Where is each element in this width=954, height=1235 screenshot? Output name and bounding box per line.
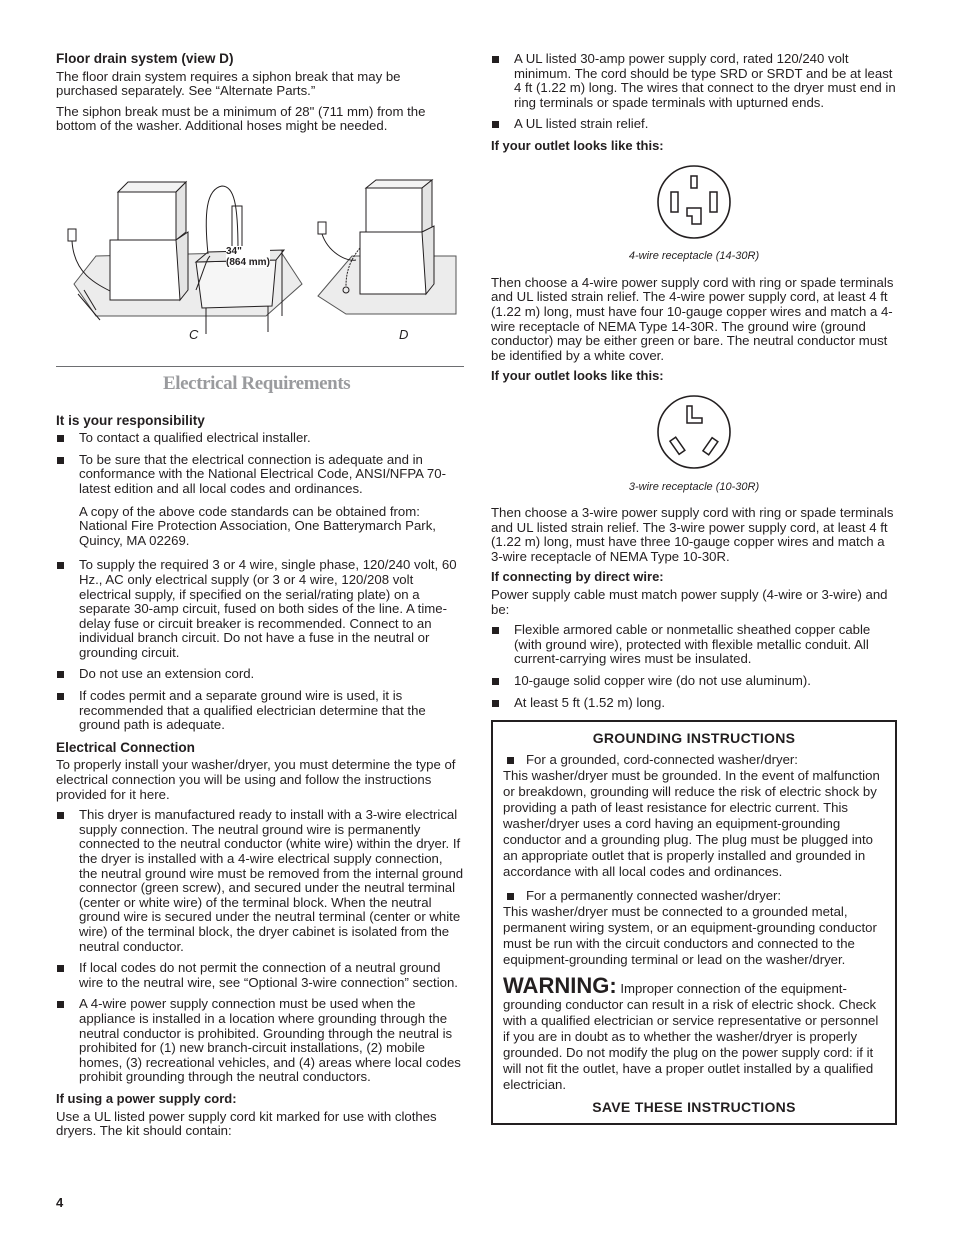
floor-drain-heading: Floor drain system (view D) <box>56 51 234 66</box>
list-item <box>56 453 464 497</box>
grounding-title: GROUNDING INSTRUCTIONS <box>592 730 796 747</box>
section-divider <box>56 366 464 367</box>
kit-contents-list <box>491 52 897 132</box>
direct-wire-intro: Power supply cable must match power supply (4-wire or 3-wire) and be: <box>491 587 888 617</box>
responsibility-list <box>56 431 464 496</box>
floor-drain-paragraph-2: The siphon break must be a minimum of 28" (711 mm) from the bottom of the washer. Additional hoses might be needed. <box>56 103 426 134</box>
measure-label <box>226 246 270 268</box>
measure-inches: 34" <box>226 245 242 257</box>
direct-wire-list <box>491 623 897 710</box>
receptacle-3wire-figure <box>491 392 897 476</box>
list-item: A UL listed strain relief. <box>491 117 897 132</box>
receptacle-4wire-figure <box>491 162 897 246</box>
list-item: At least 5 ft (1.52 m) long. <box>491 696 897 711</box>
list-item: A 4-wire power supply connection must be used when the appliance is installed in a location where grounding through the neutral conductor is prohibited. Grounding through the neutral is prohibited for (1) new branch-circuit installations, (2) mobile homes, (3) recreational vehicles, and (4) areas where local codes prohibit grounding through the neutral conductors. <box>56 997 464 1085</box>
receptacle-4wire-icon <box>654 162 734 242</box>
grounding-bullet-1: For a grounded, cord-connected washer/dryer: <box>503 752 885 768</box>
direct-wire-heading: If connecting by direct wire: <box>491 569 664 585</box>
caption-4wire: 4-wire receptacle (14-30R) <box>628 250 760 263</box>
save-instructions: SAVE THESE INSTRUCTIONS <box>592 1099 796 1116</box>
connection-list <box>56 808 464 1085</box>
caption-3wire: 3-wire receptacle (10-30R) <box>628 480 760 493</box>
cord-intro: Use a UL listed power supply cord kit marked for use with clothes dryers. The kit should contain: <box>56 1108 437 1139</box>
connection-heading: Electrical Connection <box>56 739 195 755</box>
warning-text: Improper connection of the equipment-grounding conductor can result in a risk of electric shock. Check with a qualified electrician or service representative or personnel if you are in doubt as to whether the washer/dryer is properly grounded. Do not modify the plug on the power supply cord: if it will not fit the outlet, have a proper outlet installed by a qualified electrician. <box>503 981 879 1093</box>
cord-heading: If using a power supply cord: <box>56 1090 237 1106</box>
outlet-heading-4wire: If your outlet looks like this: <box>491 137 664 153</box>
warning-paragraph <box>503 973 885 1093</box>
grounding-text-2: This washer/dryer must be connected to a grounded metal, permanent wiring system, or an equipment-grounding conductor must be run with the circuit conductors and connected to the equipment-grounding terminal or lead on the washer/dryer. <box>503 904 877 968</box>
section-title: Electrical Requirements <box>163 372 351 394</box>
responsibility-heading: It is your responsibility <box>56 412 205 428</box>
view-label-c: C <box>189 326 199 342</box>
view-label-d: D <box>399 326 409 342</box>
page-number: 4 <box>56 1195 64 1210</box>
list-item: To contact a qualified electrical installer. <box>56 431 464 446</box>
drain-system-illustration <box>56 144 464 354</box>
list-item: This dryer is manufactured ready to install with a 3-wire electrical supply connection. The neutral ground wire is permanently connected to the neutral conductor (white wire) within the dryer. If the dryer is installed with a 4-wire electrical supply connection, the neutral ground wire must be removed from the internal ground connector (green screw), and secured under the neutral terminal (center or white wire) of the terminal block. When the neutral ground wire is secured under the neutral terminal (center or white wire) of the terminal block, the dryer cabinet is isolated from the neutral conductor. <box>56 808 464 954</box>
warning-word: WARNING: <box>503 973 617 999</box>
measure-mm: (864 mm) <box>226 256 270 268</box>
list-item-text: To be sure that the electrical connection is adequate and in conformance with the National Electrical Code, ANSI/NFPA 70-latest edition and all local codes and ordinances. <box>79 451 446 496</box>
list-item: A UL listed 30-amp power supply cord, rated 120/240 volt minimum. The cord should be type SRD or SRDT and be at least 4 ft (1.22 m) long. The wires that connect to the dryer must end in ring terminals or spade terminals with upturned ends. <box>491 52 897 110</box>
list-item: If local codes do not permit the connection of a neutral ground wire to the neutral wire, see “Optional 3-wire connection” section. <box>56 961 464 990</box>
left-column <box>56 52 464 1145</box>
connection-intro: To properly install your washer/dryer, you must determine the type of electrical connection you will be using and follow the instructions provided for it here. <box>56 757 456 802</box>
right-column <box>491 52 897 1125</box>
grounding-instructions-box <box>491 720 897 1125</box>
text-3wire: Then choose a 3-wire power supply cord with ring or spade terminals and UL listed strain relief. The 3-wire power supply cord, at least 4 ft (1.22 m) long, must have three 10-gauge copper wires and match a 3-wire receptacle of NEMA Type 10-30R. <box>491 505 894 564</box>
list-item: 10-gauge solid copper wire (do not use aluminum). <box>491 674 897 689</box>
floor-drain-paragraph-1: The floor drain system requires a siphon break that may be purchased separately. See “Alternate Parts.” <box>56 68 401 99</box>
list-item: Flexible armored cable or nonmetallic sheathed copper cable (with ground wire), protected with flexible metallic conduit. All current-carrying wires must be insulated. <box>491 623 897 667</box>
grounding-bullet-2: For a permanently connected washer/dryer: <box>503 888 885 904</box>
responsibility-list-continued <box>56 558 464 733</box>
receptacle-3wire-icon <box>654 392 734 472</box>
text-4wire: Then choose a 4-wire power supply cord with ring or spade terminals and UL listed strain relief. The 4-wire power supply cord, at least 4 ft (1.22 m) long, must have four 10-gauge copper wires and match a 4-wire receptacle of NEMA Type 14-30R. The ground wire (ground conductor) may be either green or bare. The neutral conductor must be identified by a white cover. <box>491 274 894 363</box>
list-item: Do not use an extension cord. <box>56 667 464 682</box>
outlet-heading-3wire: If your outlet looks like this: <box>491 368 664 384</box>
list-item: If codes permit and a separate ground wire is used, it is recommended that a qualified electrician determine that the ground path is adequate. <box>56 689 464 733</box>
codes-copy-note: A copy of the above code standards can be obtained from: National Fire Protection Association, One Batterymarch Park, Quincy, MA 02269. <box>79 503 436 548</box>
list-item: To supply the required 3 or 4 wire, single phase, 120/240 volt, 60 Hz., AC only electrical supply (or 3 or 4 wire, 120/208 volt electrical supply, if specified on the serial/rating plate) on a separate 30-amp circuit, fused on both sides of the line. A time-delay fuse or circuit breaker is recommended. Connect to an individual branch circuit. Do not have a fuse in the neutral or grounding circuit. <box>56 558 464 660</box>
grounding-text-1: This washer/dryer must be grounded. In the event of malfunction or breakdown, grounding will reduce the risk of electric shock by providing a path of least resistance for electric current. This washer/dryer uses a cord having an equipment-grounding conductor and a grounding plug. The plug must be plugged into an appropriate outlet that is properly installed and grounded in accordance with all local codes and ordinances. <box>503 768 880 880</box>
